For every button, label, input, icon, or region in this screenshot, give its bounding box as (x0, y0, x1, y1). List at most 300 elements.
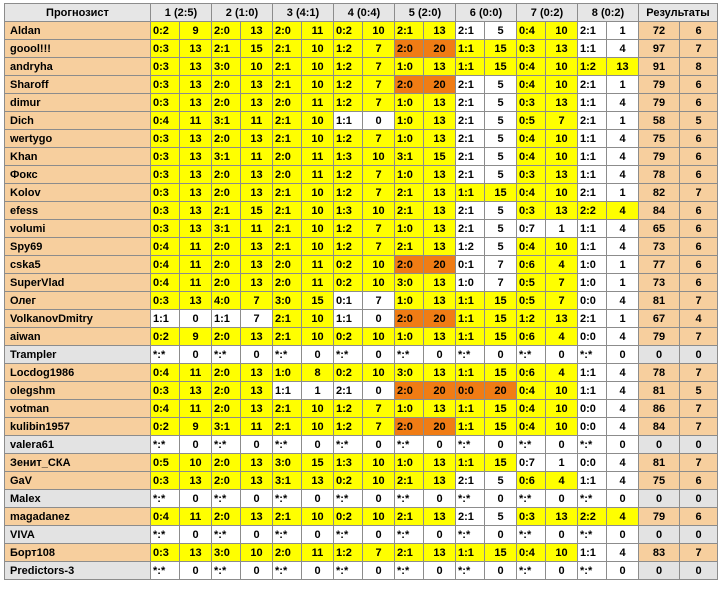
total-points: 81 (639, 382, 680, 400)
predicted-score: *:* (273, 526, 302, 544)
guessed-count: 6 (680, 508, 718, 526)
match-points: 13 (424, 238, 456, 256)
guessed-count: 5 (680, 112, 718, 130)
match-points: 7 (363, 58, 395, 76)
match-points: 13 (180, 382, 212, 400)
match-points: 0 (607, 346, 639, 364)
match-points: 5 (485, 166, 517, 184)
match-points: 20 (424, 256, 456, 274)
match-points: 13 (424, 364, 456, 382)
match-points: 10 (546, 184, 578, 202)
predicted-score: *:* (395, 562, 424, 580)
predicted-score: 1:1 (456, 40, 485, 58)
predicted-score: 3:1 (273, 472, 302, 490)
match-points: 13 (546, 166, 578, 184)
predicted-score: 2:1 (273, 220, 302, 238)
match-points: 1 (607, 22, 639, 40)
predictor-name: Борт108 (5, 544, 151, 562)
match-points: 10 (363, 22, 395, 40)
guessed-count: 6 (680, 148, 718, 166)
predicted-score: *:* (578, 436, 607, 454)
match-points: 7 (363, 130, 395, 148)
predicted-score: 1:0 (395, 94, 424, 112)
predicted-score: 2:0 (212, 400, 241, 418)
table-row (5, 436, 718, 454)
total-points: 91 (639, 58, 680, 76)
match-points: 9 (180, 22, 212, 40)
predicted-score: 1:1 (456, 292, 485, 310)
match-points: 13 (424, 184, 456, 202)
header-match-2: 2 (1:0) (212, 4, 273, 22)
predicted-score: 2:1 (395, 544, 424, 562)
predicted-score: 2:0 (212, 472, 241, 490)
match-points: 15 (485, 400, 517, 418)
predicted-score: 1:2 (334, 76, 363, 94)
match-points: 13 (180, 472, 212, 490)
match-points: 0 (424, 562, 456, 580)
predicted-score: *:* (212, 526, 241, 544)
match-points: 4 (607, 400, 639, 418)
header-predictor: Прогнозист (5, 4, 151, 22)
match-points: 13 (424, 202, 456, 220)
match-points: 1 (607, 76, 639, 94)
predicted-score: 2:1 (456, 130, 485, 148)
match-points: 7 (546, 112, 578, 130)
predicted-score: 1:2 (334, 40, 363, 58)
table-row (5, 40, 718, 58)
match-points: 13 (180, 40, 212, 58)
match-points: 11 (180, 400, 212, 418)
total-points: 0 (639, 490, 680, 508)
match-points: 0 (546, 490, 578, 508)
match-points: 10 (363, 202, 395, 220)
predicted-score: 0:4 (151, 364, 180, 382)
match-points: 0 (180, 490, 212, 508)
predicted-score: 0:3 (151, 202, 180, 220)
total-points: 75 (639, 130, 680, 148)
predicted-score: 2:0 (395, 256, 424, 274)
predicted-score: 0:4 (517, 238, 546, 256)
predicted-score: *:* (456, 562, 485, 580)
match-points: 13 (607, 58, 639, 76)
match-points: 0 (241, 346, 273, 364)
predicted-score: 2:0 (212, 184, 241, 202)
match-points: 13 (424, 166, 456, 184)
predicted-score: 2:1 (456, 148, 485, 166)
predicted-score: 4:0 (212, 292, 241, 310)
predictor-name: Kolov (5, 184, 151, 202)
match-points: 13 (241, 166, 273, 184)
match-points: 13 (241, 22, 273, 40)
predicted-score: 1:2 (334, 94, 363, 112)
predicted-score: 0:3 (151, 148, 180, 166)
predicted-score: 0:5 (151, 454, 180, 472)
table-body (5, 22, 718, 580)
match-points: 1 (302, 382, 334, 400)
predicted-score: *:* (578, 490, 607, 508)
total-points: 73 (639, 274, 680, 292)
match-points: 7 (363, 76, 395, 94)
match-points: 15 (485, 184, 517, 202)
predicted-score: 2:0 (273, 148, 302, 166)
predicted-score: 0:5 (517, 112, 546, 130)
guessed-count: 7 (680, 184, 718, 202)
match-points: 13 (424, 274, 456, 292)
predicted-score: 0:4 (517, 382, 546, 400)
predicted-score: *:* (456, 346, 485, 364)
predicted-score: 2:1 (395, 508, 424, 526)
predicted-score: *:* (517, 490, 546, 508)
predicted-score: *:* (151, 346, 180, 364)
guessed-count: 7 (680, 40, 718, 58)
match-points: 10 (302, 220, 334, 238)
total-points: 65 (639, 220, 680, 238)
match-points: 10 (302, 130, 334, 148)
guessed-count: 0 (680, 346, 718, 364)
predicted-score: 1:1 (456, 328, 485, 346)
predicted-score: 0:3 (151, 58, 180, 76)
predictor-name: Sharoff (5, 76, 151, 94)
guessed-count: 7 (680, 400, 718, 418)
predictor-name: goool!!! (5, 40, 151, 58)
predicted-score: 2:1 (273, 58, 302, 76)
match-points: 10 (363, 148, 395, 166)
predicted-score: 2:1 (395, 238, 424, 256)
match-points: 13 (424, 22, 456, 40)
predicted-score: 0:3 (151, 40, 180, 58)
predicted-score: 2:0 (395, 76, 424, 94)
table-row (5, 400, 718, 418)
predicted-score: *:* (456, 436, 485, 454)
match-points: 7 (363, 292, 395, 310)
predicted-score: *:* (517, 526, 546, 544)
match-points: 10 (546, 22, 578, 40)
predicted-score: 2:1 (456, 220, 485, 238)
predicted-score: *:* (456, 526, 485, 544)
match-points: 5 (485, 76, 517, 94)
predicted-score: 1:2 (334, 58, 363, 76)
match-points: 0 (424, 346, 456, 364)
match-points: 11 (180, 508, 212, 526)
predicted-score: 1:2 (334, 238, 363, 256)
match-points: 11 (302, 544, 334, 562)
predicted-score: 0:4 (517, 148, 546, 166)
predicted-score: *:* (395, 346, 424, 364)
predicted-score: 1:0 (395, 454, 424, 472)
predicted-score: 0:4 (151, 238, 180, 256)
predictor-name: Dich (5, 112, 151, 130)
predicted-score: 1:1 (578, 238, 607, 256)
guessed-count: 5 (680, 382, 718, 400)
match-points: 5 (485, 112, 517, 130)
match-points: 4 (607, 292, 639, 310)
predicted-score: *:* (334, 436, 363, 454)
predictor-name: VolkanovDmitry (5, 310, 151, 328)
table-row (5, 130, 718, 148)
predicted-score: 1:2 (334, 166, 363, 184)
guessed-count: 0 (680, 490, 718, 508)
predicted-score: *:* (517, 436, 546, 454)
guessed-count: 0 (680, 436, 718, 454)
match-points: 13 (241, 400, 273, 418)
table-row (5, 346, 718, 364)
predicted-score: 2:0 (395, 418, 424, 436)
predicted-score: 2:0 (273, 274, 302, 292)
match-points: 11 (180, 238, 212, 256)
predicted-score: 1:1 (578, 220, 607, 238)
predicted-score: 1:0 (456, 274, 485, 292)
predicted-score: 1:0 (395, 220, 424, 238)
match-points: 13 (180, 166, 212, 184)
match-points: 1 (607, 184, 639, 202)
match-points: 0 (363, 310, 395, 328)
match-points: 10 (546, 544, 578, 562)
predicted-score: 3:0 (395, 274, 424, 292)
predictor-name: Locdog1986 (5, 364, 151, 382)
predicted-score: 1:2 (334, 400, 363, 418)
predicted-score: 2:1 (578, 76, 607, 94)
guessed-count: 4 (680, 310, 718, 328)
predicted-score: 1:1 (334, 310, 363, 328)
total-points: 79 (639, 94, 680, 112)
match-points: 13 (241, 274, 273, 292)
match-points: 20 (424, 40, 456, 58)
match-points: 13 (180, 220, 212, 238)
match-points: 20 (424, 310, 456, 328)
predicted-score: 2:1 (273, 310, 302, 328)
match-points: 4 (607, 382, 639, 400)
match-points: 5 (485, 130, 517, 148)
predicted-score: 2:1 (273, 184, 302, 202)
predicted-score: 1:1 (578, 364, 607, 382)
match-points: 20 (424, 382, 456, 400)
predicted-score: 0:0 (578, 454, 607, 472)
predicted-score: *:* (334, 490, 363, 508)
match-points: 10 (363, 472, 395, 490)
guessed-count: 6 (680, 472, 718, 490)
match-points: 1 (607, 310, 639, 328)
guessed-count: 7 (680, 328, 718, 346)
predicted-score: 0:4 (517, 544, 546, 562)
predicted-score: *:* (151, 526, 180, 544)
match-points: 1 (546, 220, 578, 238)
guessed-count: 6 (680, 94, 718, 112)
predicted-score: 2:0 (212, 238, 241, 256)
match-points: 4 (607, 148, 639, 166)
predicted-score: *:* (273, 346, 302, 364)
match-points: 7 (363, 184, 395, 202)
match-points: 13 (546, 94, 578, 112)
match-points: 10 (302, 328, 334, 346)
predicted-score: 1:2 (334, 544, 363, 562)
predicted-score: 1:0 (395, 166, 424, 184)
match-points: 13 (424, 328, 456, 346)
match-points: 7 (485, 256, 517, 274)
match-points: 4 (546, 328, 578, 346)
predictor-name: valera61 (5, 436, 151, 454)
predicted-score: 2:1 (456, 94, 485, 112)
table-row (5, 328, 718, 346)
match-points: 4 (546, 256, 578, 274)
match-points: 10 (546, 58, 578, 76)
total-points: 79 (639, 328, 680, 346)
match-points: 4 (607, 166, 639, 184)
match-points: 11 (302, 148, 334, 166)
predictor-name: kulibin1957 (5, 418, 151, 436)
predicted-score: 0:4 (151, 508, 180, 526)
match-points: 10 (302, 310, 334, 328)
match-points: 15 (485, 58, 517, 76)
predicted-score: 0:2 (334, 472, 363, 490)
match-points: 10 (546, 400, 578, 418)
match-points: 0 (241, 436, 273, 454)
total-points: 97 (639, 40, 680, 58)
match-points: 7 (363, 94, 395, 112)
total-points: 79 (639, 76, 680, 94)
table-row (5, 148, 718, 166)
predicted-score: 1:1 (578, 382, 607, 400)
match-points: 13 (241, 94, 273, 112)
predicted-score: 0:4 (517, 76, 546, 94)
predicted-score: 1:1 (456, 184, 485, 202)
table-row (5, 490, 718, 508)
match-points: 15 (485, 310, 517, 328)
match-points: 10 (180, 454, 212, 472)
predicted-score: 0:5 (517, 274, 546, 292)
predicted-score: 2:1 (273, 40, 302, 58)
predicted-score: 2:1 (273, 238, 302, 256)
match-points: 0 (546, 346, 578, 364)
match-points: 11 (302, 274, 334, 292)
predicted-score: 2:1 (395, 472, 424, 490)
predicted-score: 1:0 (395, 130, 424, 148)
match-points: 15 (485, 328, 517, 346)
predicted-score: 0:3 (151, 472, 180, 490)
total-points: 82 (639, 184, 680, 202)
predicted-score: 1:2 (517, 310, 546, 328)
match-points: 10 (302, 58, 334, 76)
predicted-score: *:* (578, 562, 607, 580)
match-points: 5 (485, 472, 517, 490)
predicted-score: *:* (517, 562, 546, 580)
match-points: 0 (363, 436, 395, 454)
match-points: 13 (424, 220, 456, 238)
match-points: 0 (485, 346, 517, 364)
predicted-score: 3:0 (212, 58, 241, 76)
match-points: 10 (302, 202, 334, 220)
predicted-score: 0:7 (517, 454, 546, 472)
match-points: 15 (485, 454, 517, 472)
predicted-score: *:* (212, 436, 241, 454)
predicted-score: *:* (578, 526, 607, 544)
predictor-name: olegshm (5, 382, 151, 400)
match-points: 13 (180, 130, 212, 148)
match-points: 10 (302, 508, 334, 526)
predicted-score: 2:0 (212, 166, 241, 184)
predicted-score: 1:1 (212, 310, 241, 328)
predicted-score: 1:2 (334, 220, 363, 238)
predicted-score: *:* (212, 346, 241, 364)
total-points: 84 (639, 418, 680, 436)
predicted-score: *:* (578, 346, 607, 364)
match-points: 10 (546, 418, 578, 436)
match-points: 0 (485, 562, 517, 580)
predicted-score: 2:1 (395, 22, 424, 40)
match-points: 0 (485, 436, 517, 454)
predicted-score: 1:1 (578, 94, 607, 112)
predicted-score: 2:0 (273, 544, 302, 562)
match-points: 15 (241, 40, 273, 58)
match-points: 0 (424, 436, 456, 454)
predicted-score: 0:6 (517, 256, 546, 274)
predictor-name: Олег (5, 292, 151, 310)
predicted-score: 0:3 (517, 40, 546, 58)
header-row (5, 4, 718, 22)
predicted-score: 0:3 (151, 76, 180, 94)
predictor-name: Aldan (5, 22, 151, 40)
predictor-name: cska5 (5, 256, 151, 274)
predicted-score: 0:3 (151, 220, 180, 238)
match-points: 0 (302, 562, 334, 580)
match-points: 0 (363, 112, 395, 130)
predicted-score: 1:1 (334, 112, 363, 130)
predicted-score: 2:0 (212, 130, 241, 148)
predicted-score: 0:4 (151, 256, 180, 274)
match-points: 11 (180, 256, 212, 274)
header-match-4: 4 (0:4) (334, 4, 395, 22)
match-points: 0 (180, 436, 212, 454)
predicted-score: 1:2 (334, 184, 363, 202)
predicted-score: 2:1 (456, 112, 485, 130)
match-points: 7 (241, 310, 273, 328)
table-row (5, 22, 718, 40)
match-points: 9 (180, 418, 212, 436)
match-points: 0 (180, 346, 212, 364)
match-points: 8 (302, 364, 334, 382)
match-points: 5 (485, 22, 517, 40)
match-points: 10 (546, 238, 578, 256)
predicted-score: 2:0 (212, 508, 241, 526)
match-points: 10 (546, 382, 578, 400)
match-points: 5 (485, 238, 517, 256)
predicted-score: 0:3 (517, 202, 546, 220)
predictor-name: GaV (5, 472, 151, 490)
match-points: 7 (546, 274, 578, 292)
match-points: 0 (546, 526, 578, 544)
predictor-name: dimur (5, 94, 151, 112)
match-points: 10 (546, 76, 578, 94)
match-points: 4 (607, 544, 639, 562)
match-points: 4 (546, 472, 578, 490)
predicted-score: 2:0 (273, 94, 302, 112)
header-match-8: 8 (0:2) (578, 4, 639, 22)
match-points: 5 (485, 508, 517, 526)
predicted-score: *:* (151, 562, 180, 580)
predicted-score: 2:0 (273, 166, 302, 184)
table-row (5, 76, 718, 94)
predicted-score: 2:0 (212, 454, 241, 472)
total-points: 83 (639, 544, 680, 562)
predictor-name: wertygo (5, 130, 151, 148)
predictor-name: efess (5, 202, 151, 220)
predicted-score: 2:1 (273, 418, 302, 436)
match-points: 13 (424, 292, 456, 310)
total-points: 72 (639, 22, 680, 40)
guessed-count: 7 (680, 454, 718, 472)
predicted-score: 1:1 (456, 364, 485, 382)
predicted-score: 0:4 (151, 112, 180, 130)
predicted-score: 0:3 (517, 508, 546, 526)
